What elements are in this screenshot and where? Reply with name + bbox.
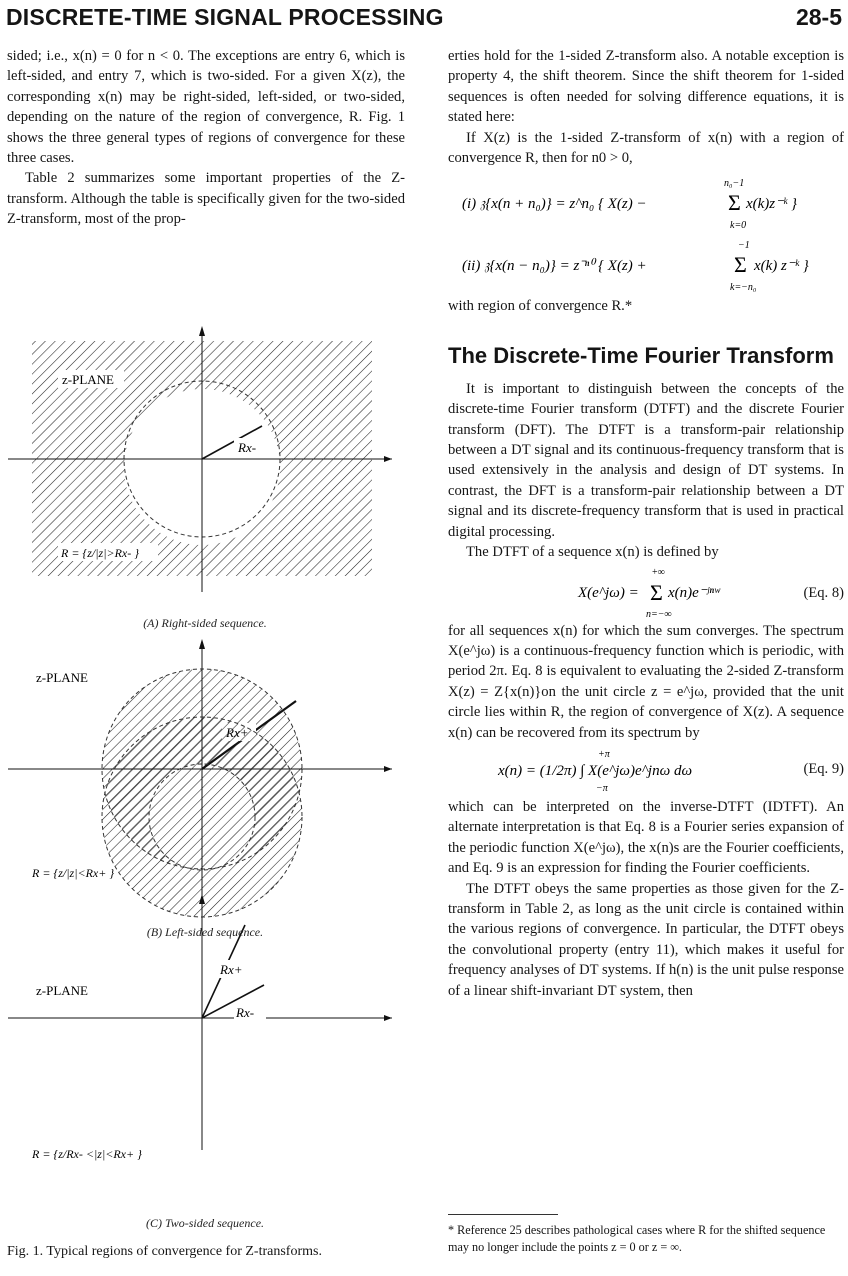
equation-ii [448, 234, 844, 296]
svg-text:X(e^jω) =: X(e^jω) = [578, 584, 639, 601]
page-number: 28-5 [795, 4, 842, 30]
svg-text:n₀−1: n₀−1 [724, 178, 745, 190]
paragraph: with region of convergence R.* [448, 298, 633, 315]
panel-a-right-sided [8, 326, 392, 592]
equation-9 [448, 743, 844, 797]
svg-text:x(n)e⁻ʲⁿʷ: x(n)e⁻ʲⁿʷ [668, 584, 720, 601]
svg-text:x(k)z⁻ᵏ }: x(k)z⁻ᵏ } [746, 196, 798, 213]
plane-label: z-PLANE [62, 372, 114, 387]
svg-text:n=−∞: n=−∞ [646, 608, 672, 620]
inner-radius-label: Rx- [236, 1005, 255, 1020]
equation-9-number: (Eq. 9) [803, 760, 844, 777]
running-title: DISCRETE-TIME SIGNAL PROCESSING [6, 4, 444, 30]
svg-text:+∞: +∞ [652, 566, 665, 578]
equation-9-graphic [448, 743, 768, 797]
svg-text:Σ: Σ [650, 579, 663, 605]
caption-a: (A) Right-sided sequence. [143, 616, 267, 630]
svg-text:(i) 𝔷{x(n + n₀)} = z^n₀ { X(: (i) 𝔷{x(n + n₀)} = z^n₀ { X(z) − [462, 196, 647, 213]
paragraph: sided; i.e., x(n) = 0 for n < 0. The exceptions are entry 6, which is left-sided, and entry 7, which is two-sided. For a given X(z), the corresponding x(n) may be right-sided, left-sided, or two-sided, depending on the nature of the region of convergence, R. Fig. 1 shows the three general types of regions of convergence for these three cases. [7, 48, 405, 167]
svg-text:−1: −1 [738, 240, 750, 252]
outer-radius-label: Rx+ [220, 962, 243, 977]
svg-text:(ii) 𝔷{x(n − n₀)} = z⁻ⁿ⁰ { X: (ii) 𝔷{x(n − n₀)} = z⁻ⁿ⁰ { X(z) + [462, 258, 647, 275]
caption-b: (B) Left-sided sequence. [146, 925, 264, 939]
svg-text:k=0: k=0 [730, 220, 747, 232]
paragraph: erties hold for the 1-sided Z-transform also. A notable exception is property 4, the shift theorem. Since the shift theorem for 1-sided sequences is often needed for solving difference equations, it is stated here: [448, 48, 844, 126]
section-title: The Discrete-Time Fourier Transform [448, 342, 834, 368]
equation-ii-graphic [448, 234, 844, 296]
plane-label: z-PLANE [36, 670, 88, 685]
svg-text:k=−n₀: k=−n₀ [730, 282, 757, 294]
paragraph: Table 2 summarizes some important properties of the Z-transform. Although the table is specifically given for the two-sided Z-transform, most of the prop- [7, 170, 405, 228]
equation-8 [448, 563, 844, 621]
equation-i-graphic [448, 172, 844, 234]
paragraph: The DTFT obeys the same properties as those given for the Z-transform in Table 2, as long as the unit circle is contained within the various regions of convergence. In particular, the DTFT obeys the convolutional property (entry 11), which makes it useful for frequency analyses of DT systems. If h(n) is the unit pulse response of a linear shift-invariant DT system, then [448, 880, 844, 999]
paragraph: If X(z) is the 1-sided Z-transform of x(n) with a region of convergence R, then for n0 > 0, [448, 129, 844, 167]
svg-text:x(k) z⁻ᵏ }: x(k) z⁻ᵏ } [754, 258, 809, 275]
equation-8-number: (Eq. 8) [803, 584, 844, 601]
footnote-rule [448, 1214, 558, 1215]
paragraph: It is important to distinguish between the concepts of the discrete-time Fourier transform (DTFT) and the discrete Fourier transform (DFT). The DTFT is a transform-pair relationship between a DT signal and its continuous-frequency transform that is used extensively in the analysis and design of DT systems. In contrast, the DFT is a transform-pair relationship between a DT signal and its discrete-frequency transform that is used in practical digital processing. [448, 380, 844, 540]
caption-c: (C) Two-sided sequence. [145, 1216, 265, 1230]
figure-caption: Fig. 1. Typical regions of convergence for Z-transforms. [7, 1244, 322, 1259]
radius-label: Rx- [238, 440, 257, 455]
svg-text:+π: +π [598, 748, 610, 760]
paragraph: which can be interpreted on the inverse-DTFT (IDTFT). An alternate interpretation is that Eq. 8 is a Fourier series expansion of the periodic function X(e^jω), the x(n)s are the Fourier coefficients, and Eq. 9 is an expression for finding the Fourier coefficients. [448, 798, 844, 877]
paragraph: for all sequences x(n) for which the sum converges. The spectrum X(e^jω) is a continuous-frequency function which is periodic, with period 2π. Eq. 8 is equivalent to evaluating the 2-sided Z-transform X(z) = Z{x(n)}on the unit circle z = e^jω, provided that the unit circle lies within R, the region of convergence of X(z). A sequence x(n) can be recovered from its spectrum by [448, 622, 844, 741]
equation-8-graphic [448, 563, 768, 621]
svg-text:Σ: Σ [734, 252, 747, 278]
equation-i [448, 172, 844, 234]
footnote: * Reference 25 describes pathological cases where R for the shifted sequence may no longer include the points z = 0 or z = ∞. [448, 1223, 826, 1254]
region-label: R = {z/|z|<Rx+ } [32, 866, 115, 880]
plane-label: z-PLANE [36, 983, 88, 998]
region-label: R = {z/|z|>Rx- } [61, 546, 140, 560]
panel-b-left-sided [8, 639, 392, 905]
paragraph: The DTFT of a sequence x(n) is defined by [466, 544, 719, 561]
svg-text:−π: −π [596, 782, 608, 794]
right-column [448, 46, 844, 1001]
region-label: R = {z/Rx- <|z|<Rx+ } [32, 1147, 142, 1161]
svg-text:x(n) = (1/2π) ∫ X(e^jω)e^jnω d: x(n) = (1/2π) ∫ X(e^jω)e^jnω dω [498, 762, 693, 779]
svg-text:Σ: Σ [728, 190, 741, 216]
